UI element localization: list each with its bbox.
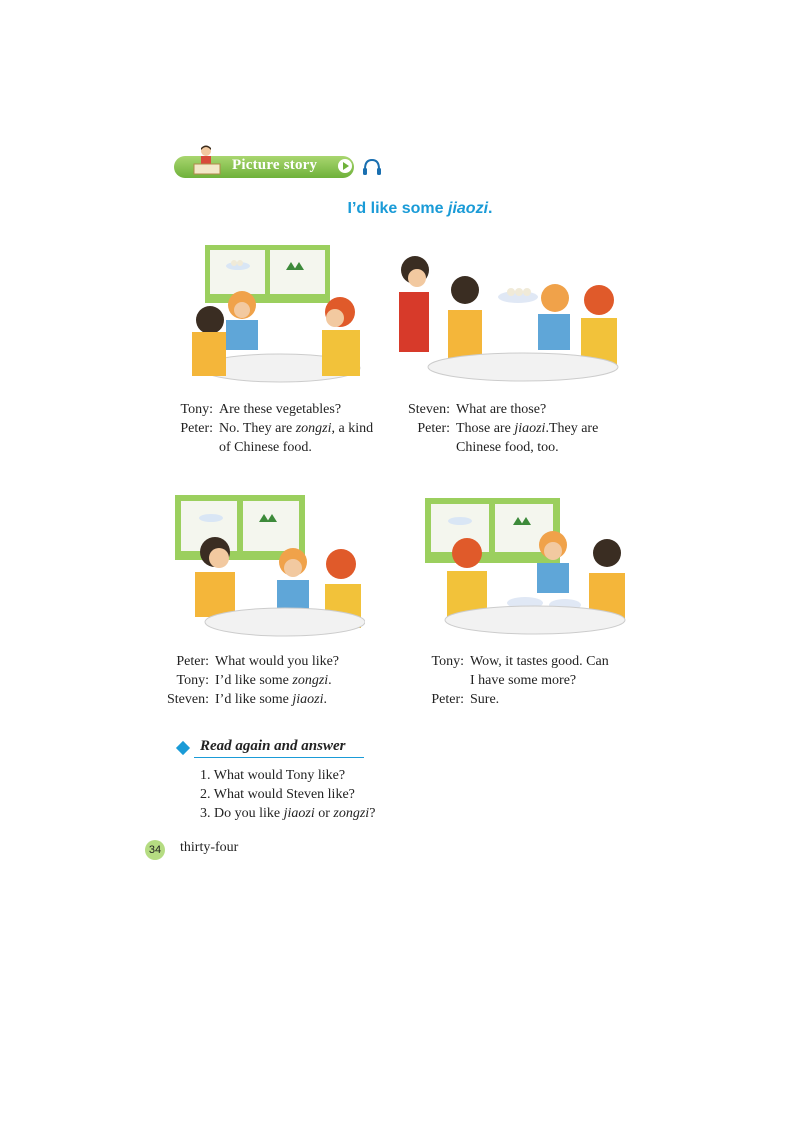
speaker: Peter: [180, 421, 213, 436]
line-text: of Chinese food. [219, 440, 312, 455]
question-item: 2. What would Steven like? [200, 787, 355, 802]
line-text: Chinese food, too. [456, 440, 559, 455]
title-italic: jiaozi [448, 200, 489, 217]
speaker: Peter: [417, 421, 450, 436]
headphones-icon[interactable] [362, 158, 382, 176]
story-title [290, 200, 550, 218]
speaker [173, 438, 213, 457]
title-suffix: . [488, 200, 493, 217]
panel-2-illustration [393, 252, 623, 387]
exercise-questions [200, 766, 375, 823]
speaker [424, 671, 464, 690]
line-text: What would you like? [215, 654, 340, 669]
speaker: Steven: [167, 692, 209, 707]
exercise-heading: Read again and answer [200, 738, 346, 754]
speaker: Steven: [408, 402, 450, 417]
speaker [400, 438, 450, 457]
speaker: Peter: [431, 692, 464, 707]
panel-1-dialogue [173, 400, 373, 457]
panel-3-dialogue [157, 652, 339, 709]
panel-3-illustration [175, 492, 365, 642]
page-number-badge: 34 [145, 840, 165, 860]
panel-4-illustration [425, 495, 630, 640]
heading-underline [194, 757, 364, 758]
line-text: What are those? [456, 402, 547, 417]
reading-girl-icon [192, 144, 222, 178]
panel-4-dialogue [424, 652, 609, 709]
panel-1-illustration [190, 240, 370, 390]
exercise-section-header [176, 738, 376, 760]
line-text: No. They are zongzi, a kind [219, 421, 374, 436]
line-text: I’d like some jiaozi. [215, 692, 327, 707]
question-item: 1. What would Tony like? [200, 768, 346, 783]
line-text: Are these vegetables? [219, 402, 342, 417]
page-number-word: thirty-four [180, 840, 239, 855]
speaker: Tony: [180, 402, 213, 417]
line-text: I have some more? [470, 673, 577, 688]
line-text: Sure. [470, 692, 500, 707]
speaker: Tony: [431, 654, 464, 669]
line-text: Those are jiaozi.They are [456, 421, 599, 436]
diamond-bullet-icon [176, 741, 190, 755]
picture-story-banner [174, 154, 360, 180]
panel-2-dialogue [400, 400, 598, 457]
title-prefix: I’d like some [347, 200, 448, 217]
speaker: Tony: [176, 673, 209, 688]
question-item: 3. Do you like jiaozi or zongzi? [200, 806, 376, 821]
banner-label: Picture story [232, 157, 318, 173]
line-text: I’d like some zongzi. [215, 673, 332, 688]
speaker: Peter: [176, 654, 209, 669]
play-icon[interactable] [338, 159, 352, 173]
line-text: Wow, it tastes good. Can [470, 654, 609, 669]
